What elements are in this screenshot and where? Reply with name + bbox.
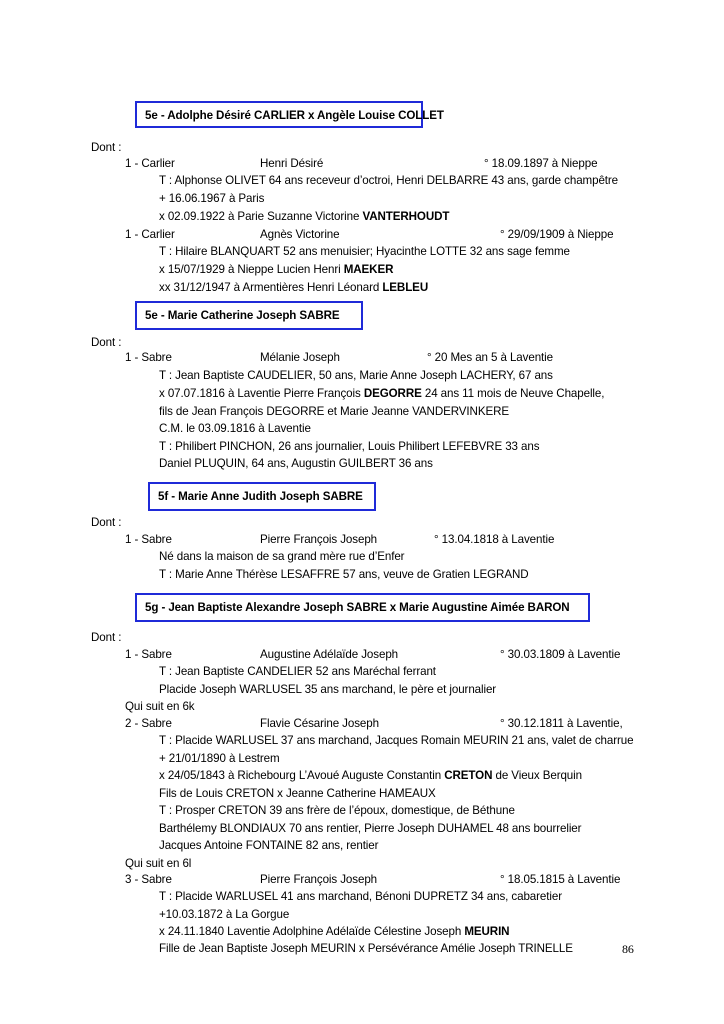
detail-line: Daniel PLUQUIN, 64 ans, Augustin GUILBERT 36 ans: [159, 457, 433, 470]
dont-label: Dont :: [91, 336, 122, 349]
detail-line: T : Jean Baptiste CAUDELIER, 50 ans, Marie Anne Joseph LACHERY, 67 ans: [159, 369, 553, 382]
detail-line: + 21/01/1890 à Lestrem: [159, 752, 280, 765]
child-number: 1 - Carlier: [125, 228, 175, 241]
child-birth: ° 30.12.1811 à Laventie,: [500, 717, 623, 730]
spouse-surname: LEBLEU: [382, 281, 429, 294]
detail-line: T : Marie Anne Thérèse LESAFFRE 57 ans, veuve de Gratien LEGRAND: [159, 568, 529, 581]
detail-line: T : Alphonse OLIVET 64 ans receveur d’octroi, Henri DELBARRE 43 ans, garde champêtre: [159, 174, 619, 187]
child-birth: ° 18.05.1815 à Laventie: [500, 873, 621, 886]
detail-line: [159, 387, 604, 401]
detail-line: Fils de Louis CRETON x Jeanne Catherine HAMEAUX: [159, 787, 436, 800]
child-number: 2 - Sabre: [125, 717, 172, 730]
child-birth: ° 13.04.1818 à Laventie: [434, 533, 555, 546]
detail-line: Placide Joseph WARLUSEL 35 ans marchand, le père et journalier: [159, 683, 497, 696]
spouse-surname: MAEKER: [343, 263, 394, 276]
detail-text: x 02.09.1922 à Parie Suzanne Victorine: [159, 210, 363, 223]
child-birth: ° 20 Mes an 5 à Laventie: [427, 351, 553, 364]
dont-label: Dont :: [91, 516, 122, 529]
dont-label: Dont :: [91, 631, 122, 644]
detail-text: x 24.11.1840 Laventie Adolphine Adélaïde Célestine Joseph: [159, 925, 465, 938]
follow-note: Qui suit en 6l: [125, 857, 192, 870]
child-number: 3 - Sabre: [125, 873, 172, 886]
child-name: Augustine Adélaïde Joseph: [260, 648, 399, 661]
detail-line: Barthélemy BLONDIAUX 70 ans rentier, Pierre Joseph DUHAMEL 48 ans bourrelier: [159, 822, 582, 835]
detail-line: C.M. le 03.09.1816 à Laventie: [159, 422, 311, 435]
detail-line: T : Jean Baptiste CANDELIER 52 ans Maréchal ferrant: [159, 665, 436, 678]
section-heading-box: [148, 482, 376, 511]
detail-text: x 24/05/1843 à Richebourg L’Avoué Auguste Constantin: [159, 769, 445, 782]
child-name: Agnès Victorine: [260, 228, 340, 241]
detail-line: T : Philibert PINCHON, 26 ans journalier, Louis Philibert LEFEBVRE 33 ans: [159, 440, 540, 453]
detail-line: Jacques Antoine FONTAINE 82 ans, rentier: [159, 839, 379, 852]
child-name: Mélanie Joseph: [260, 351, 340, 364]
child-name: Flavie Césarine Joseph: [260, 717, 379, 730]
detail-line: Né dans la maison de sa grand mère rue d’Enfer: [159, 550, 405, 563]
spouse-surname: DEGORRE: [363, 387, 422, 400]
detail-line: [159, 769, 582, 783]
section-heading: 5e - Adolphe Désiré CARLIER x Angèle Louise COLLET: [145, 109, 444, 122]
detail-line: +10.03.1872 à La Gorgue: [159, 908, 290, 921]
spouse-surname: CRETON: [444, 769, 493, 782]
detail-line: T : Placide WARLUSEL 41 ans marchand, Bénoni DUPRETZ 34 ans, cabaretier: [159, 890, 562, 903]
section-heading-box: [135, 593, 590, 622]
child-number: 1 - Carlier: [125, 157, 175, 170]
detail-line: Fille de Jean Baptiste Joseph MEURIN x Persévérance Amélie Joseph TRINELLE: [159, 942, 573, 955]
child-name: Henri Désiré: [260, 157, 324, 170]
detail-text: x 15/07/1929 à Nieppe Lucien Henri: [159, 263, 344, 276]
section-heading: 5e - Marie Catherine Joseph SABRE: [145, 309, 340, 322]
child-number: 1 - Sabre: [125, 533, 172, 546]
page-number: 86: [622, 942, 634, 956]
child-birth: ° 29/09/1909 à Nieppe: [500, 228, 614, 241]
dont-label: Dont :: [91, 141, 122, 154]
section-heading: 5f - Marie Anne Judith Joseph SABRE: [158, 490, 363, 503]
detail-line: T : Placide WARLUSEL 37 ans marchand, Jacques Romain MEURIN 21 ans, valet de charrue: [159, 734, 634, 747]
detail-line: + 16.06.1967 à Paris: [159, 192, 265, 205]
spouse-surname: VANTERHOUDT: [362, 210, 450, 223]
section-heading-box: [135, 301, 363, 330]
child-number: 1 - Sabre: [125, 351, 172, 364]
detail-line: fils de Jean François DEGORRE et Marie Jeanne VANDERVINKERE: [159, 405, 509, 418]
detail-text: xx 31/12/1947 à Armentières Henri Léonard: [159, 281, 383, 294]
detail-line: T : Prosper CRETON 39 ans frère de l’époux, domestique, de Béthune: [159, 804, 515, 817]
spouse-surname: MEURIN: [464, 925, 510, 938]
child-birth: ° 18.09.1897 à Nieppe: [484, 157, 598, 170]
child-birth: ° 30.03.1809 à Laventie: [500, 648, 621, 661]
detail-text: 24 ans 11 mois de Neuve Chapelle,: [421, 387, 605, 400]
detail-line: [159, 925, 509, 939]
detail-text: x 07.07.1816 à Laventie Pierre François: [159, 387, 364, 400]
child-name: Pierre François Joseph: [260, 873, 378, 886]
section-heading-box: [135, 101, 444, 128]
detail-line: [159, 263, 393, 277]
follow-note: Qui suit en 6k: [125, 700, 195, 713]
detail-line: [159, 210, 449, 224]
detail-line: [159, 281, 428, 295]
detail-line: T : Hilaire BLANQUART 52 ans menuisier; Hyacinthe LOTTE 32 ans sage femme: [159, 245, 570, 258]
section-heading: 5g - Jean Baptiste Alexandre Joseph SABRE x Marie Augustine Aimée BARON: [145, 601, 570, 614]
child-number: 1 - Sabre: [125, 648, 172, 661]
child-name: Pierre François Joseph: [260, 533, 378, 546]
detail-text: de Vieux Berquin: [492, 769, 582, 782]
